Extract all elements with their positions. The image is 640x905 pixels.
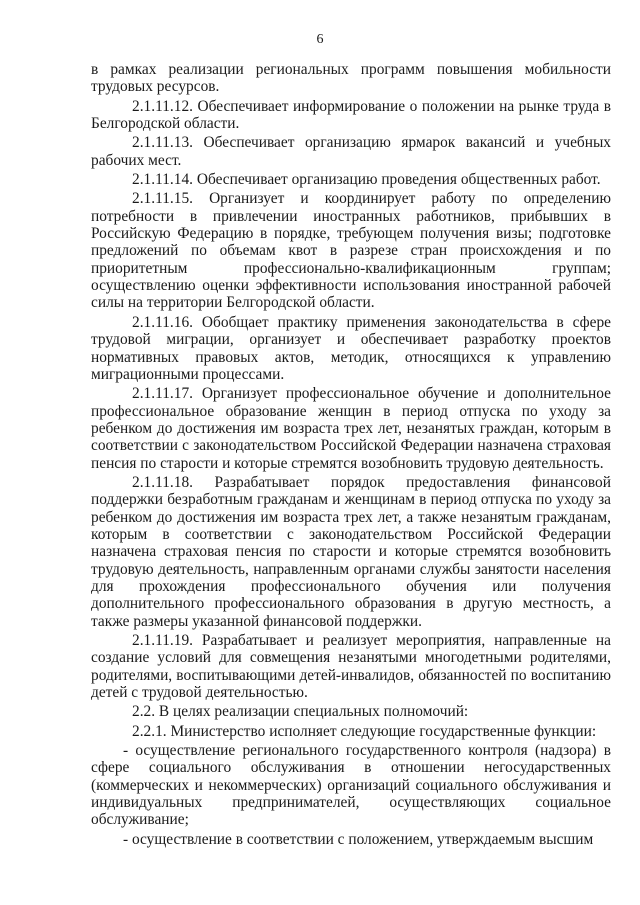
paragraph-2-1-11-16: 2.1.11.16. Обобщает практику применения законодательства в сфере трудовой миграции, организует и обеспечивает разработку проектов нормативных правовых актов, методик, относящихся к управлению миграционными процессами. — [91, 313, 611, 383]
paragraph-2-1-11-19: 2.1.11.19. Разрабатывает и реализует мероприятия, направленные на создание условий для совмещения незанятыми многодетными родителями, родителями, воспитывающими детей-инвалидов, обязанностей по воспитанию детей с трудовой деятельностью. — [91, 632, 611, 702]
paragraph-2-1-11-12: 2.1.11.12. Обеспечивает информирование о положении на рынке труда в Белгородской области. — [91, 97, 611, 133]
paragraph-2-1-11-15: 2.1.11.15. Организует и координирует работу по определению потребности в привлечении иностранных работников, прибывших в Российскую Федерацию в порядке, требующем получения визы; подготовке предложений по объемам квот в разрезе стран происхождения и по приоритетным профессионально-квалификационным группам; осуществлению оценки эффективности использования иностранной рабочей силы на территории Белгородской области. — [91, 190, 611, 312]
paragraph-2-1-11-17: 2.1.11.17. Организует профессиональное обучение и дополнительное профессиональное образование женщин в период отпуска по уходу за ребенком до достижения им возраста трех лет, незанятых граждан, которым в соответствии с законодательством Российской Федерации назначена страховая пенсия по старости и которые стремятся возобновить трудовую деятельность. — [91, 385, 611, 472]
paragraph-2-1-11-18: 2.1.11.18. Разрабатывает порядок предоставления финансовой поддержки безработным гражданам и женщинам в период отпуска по уходу за ребенком до достижения им возраста трех лет, а также незанятым гражданам, которым в соответствии с законодательством Российской Федерации назначена страховая пенсия по старости и которые стремятся возобновить трудовую деятельность, направленным органами службы занятости населения для прохождения профессионального обучения или получения дополнительного профессионального образования в другую местность, а также размеры указанной финансовой поддержки. — [91, 473, 611, 630]
paragraph-continuation: в рамках реализации региональных программ повышения мобильности трудовых ресурсов. — [91, 61, 611, 96]
paragraph-2-1-11-14: 2.1.11.14. Обеспечивает организацию проведения общественных работ. — [132, 171, 601, 189]
paragraph-2-2-1: 2.2.1. Министерство исполняет следующие государственные функции: — [132, 722, 597, 740]
list-item-continuation: - осуществление в соответствии с положением, утверждаемым высшим — [123, 830, 594, 848]
paragraph-2-1-11-13: 2.1.11.13. Обеспечивает организацию ярмарок вакансий и учебных рабочих мест. — [91, 134, 611, 169]
page-number: 6 — [316, 32, 324, 47]
section-heading-2-2: 2.2. В целях реализации специальных полномочий: — [132, 703, 469, 721]
list-item-regional-control: - осуществление регионального государственного контроля (надзора) в сфере социального обслуживания в отношении негосударственных (коммерческих и некоммерческих) организаций социального обслуживания и индивидуальных предпринимателей, осуществляющих социальное обслуживание; — [91, 742, 611, 829]
document-body — [91, 61, 611, 850]
